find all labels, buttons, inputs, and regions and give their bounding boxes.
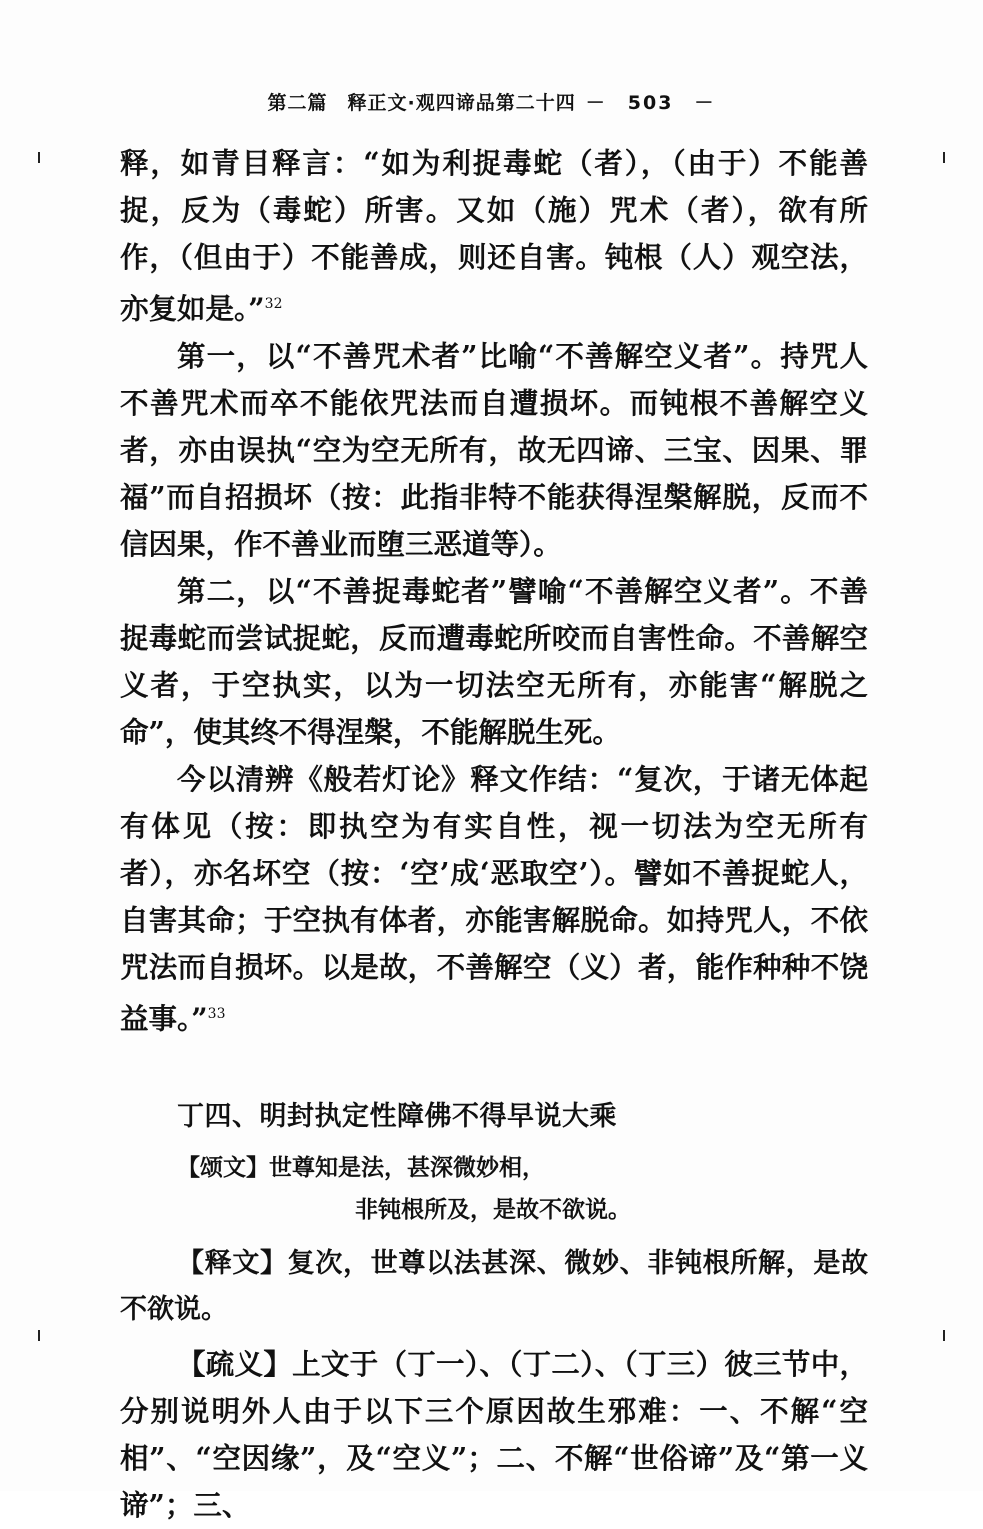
crop-mark-top-left [38, 152, 40, 163]
explanation-text: 复次，世尊以法甚深、微妙、非钝根所解，是故不欲说。 [120, 1248, 869, 1325]
verse-line-2: 非钝根所及，是故不欲说。 [355, 1197, 631, 1223]
crop-mark-bottom-right [943, 1330, 945, 1341]
paragraph-1 [120, 140, 868, 333]
commentary-tag: 【疏义】 [177, 1348, 293, 1381]
body-text-column [120, 140, 868, 1529]
paragraph-4-text: 今以清辨《般若灯论》释文作结：“复次，于诸无体起有体见（按：即执空为有实自性，视一切法为空无所有者），亦名坏空（按：‘空’成‘恶取空’）。譬如不善捉蛇人，自害其命；于空执有体者，亦能害解脱命。如持咒人，不依咒法而自损坏。以是故，不善解空（义）者，能作种种不饶益事。” [120, 761, 868, 1035]
footnote-mark-32: 32 [264, 296, 283, 312]
paragraph-3: 第二，以“不善捉毒蛇者”譬喻“不善解空义者”。不善捉毒蛇而尝试捉蛇，反而遭毒蛇所咬而自害性命。不善解空义者，于空执实，以为一切法空无所有，亦能害“解脱之命”，使其终不得涅槃，不能解脱生死。 [120, 573, 868, 749]
paragraph-1-text: 释，如青目释言：“如为利捉毒蛇（者），（由于）不能善捉，反为（毒蛇）所害。又如（施）咒术（者），欲有所作，（但由于）不能善成，则还自害。钝根（人）观空法，亦复如是。” [120, 146, 868, 326]
commentary-paragraph [120, 1341, 868, 1529]
paragraph-2: 第一，以“不善咒术者”比喻“不善解空义者”。持咒人不善咒术而卒不能依咒法而自遭损坏。而钝根不善解空义者，亦由误执“空为空无所有，故无四谛、三宝、因果、罪福”而自招损坏（按：此指非特不能获得涅槃解脱，反而不信因果，作不善业而堕三恶道等）。 [120, 338, 868, 561]
page-header [0, 88, 983, 115]
verse-line-1-text: 世尊知是法，甚深微妙相， [269, 1155, 545, 1181]
verse-tag: 【颂文】 [177, 1155, 269, 1181]
footnote-mark-33: 33 [207, 1005, 226, 1022]
section-heading: 丁四、明封执定性障佛不得早说大乘 [177, 1101, 617, 1132]
explanation-paragraph [120, 1241, 868, 1333]
commentary-text: 上文于（丁一）、（丁二）、（丁三）彼三节中，分别说明外人由于以下三个原因故生邪难：一、不解“空相”、“空因缘”，及“空义”；二、不解“世俗谛”及“第一义谛”；三、 [120, 1347, 868, 1522]
header-title: 第二篇 释正文·观四谛品第二十四 [267, 92, 576, 114]
paragraph-4 [120, 756, 868, 1043]
page-number: － 503 － [585, 92, 716, 114]
verse-line-1 [120, 1147, 868, 1189]
crop-mark-top-right [943, 152, 945, 163]
crop-mark-bottom-left [38, 1330, 40, 1341]
explanation-tag: 【释文】 [177, 1248, 288, 1279]
